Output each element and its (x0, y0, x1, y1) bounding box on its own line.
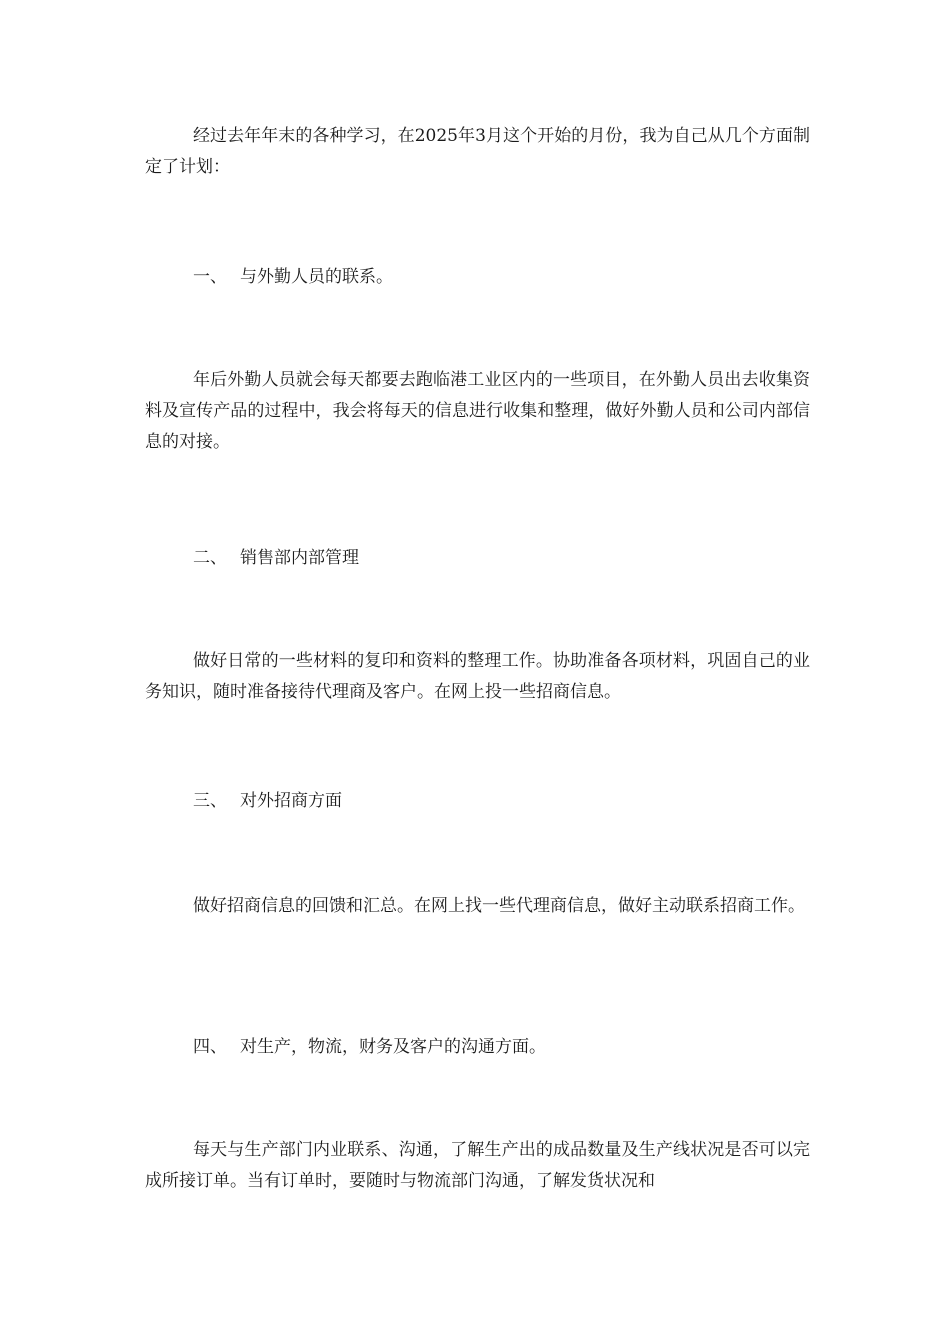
section-body-2: 做好日常的一些材料的复印和资料的整理工作。协助准备各项材料，巩固自己的业务知识，随时准备接待代理商及客户。在网上投一些招商信息。 (145, 651, 810, 702)
section-heading-4 (193, 1032, 546, 1063)
section-title: 对外招商方面 (240, 791, 342, 811)
section-heading-3 (193, 786, 342, 817)
section-body-3: 做好招商信息的回馈和汇总。在网上找一些代理商信息，做好主动联系招商工作。 (193, 896, 805, 916)
section-body-1: 年后外勤人员就会每天都要去跑临港工业区内的一些项目，在外勤人员出去收集资料及宣传产品的过程中，我会将每天的信息进行收集和整理，做好外勤人员和公司内部信息的对接。 (145, 370, 810, 452)
section-heading-1 (193, 262, 393, 293)
section-heading-2 (193, 543, 359, 574)
section-body-4: 每天与生产部门内业联系、沟通，了解生产出的成品数量及生产线状况是否可以完成所接订单。当有订单时，要随时与物流部门沟通，了解发货状况和 (145, 1140, 810, 1191)
section-title: 对生产，物流，财务及客户的沟通方面。 (240, 1037, 546, 1057)
intro-paragraph: 经过去年年末的各种学习，在2025年3月这个开始的月份，我为自己从几个方面制定了计划： (145, 126, 810, 177)
section-title: 与外勤人员的联系。 (240, 267, 393, 287)
section-number: 三、 (193, 791, 227, 811)
section-number: 一、 (193, 267, 227, 287)
section-number: 二、 (193, 548, 227, 568)
section-title: 销售部内部管理 (240, 548, 359, 568)
section-number: 四、 (193, 1037, 227, 1057)
